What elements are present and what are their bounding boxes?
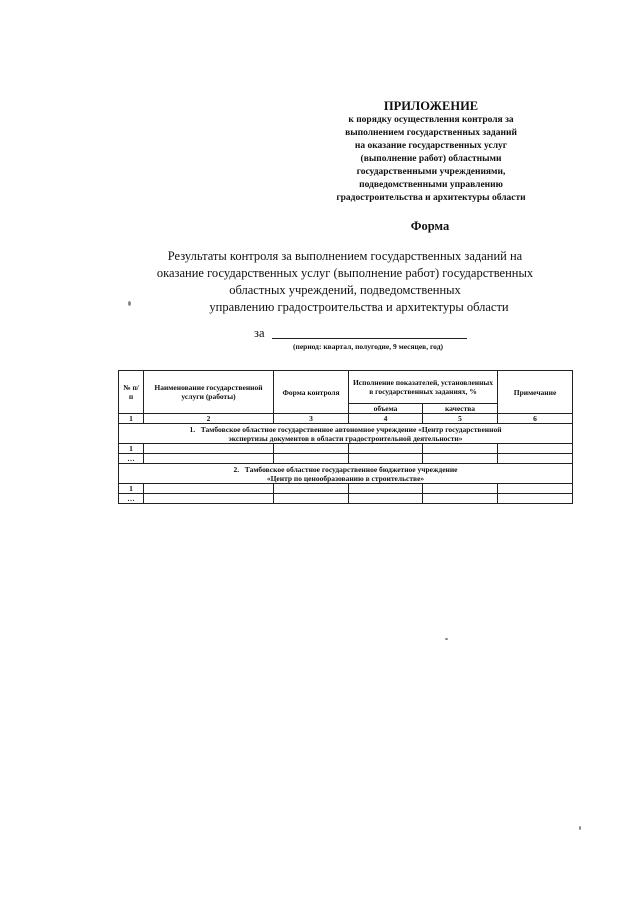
appendix-line: государственными учреждениями, [356, 167, 506, 177]
table-cell [349, 494, 423, 504]
appendix-line: (выполнение работ) областными [360, 154, 502, 164]
appendix-line: подведомственными управлению [359, 180, 503, 190]
period-field [250, 326, 470, 342]
results-table [118, 370, 573, 504]
section-number: 1. [189, 424, 196, 434]
section-org-line: Тамбовское областное государственное автономное учреждение «Центр государственной [200, 424, 502, 434]
table-cell [423, 444, 498, 454]
table-cell [349, 444, 423, 454]
column-number: 2 [144, 414, 274, 424]
scan-speck [128, 301, 131, 306]
document-title [130, 248, 560, 316]
table-cell [498, 494, 573, 504]
header-quality: качества [423, 404, 498, 414]
column-number: 4 [349, 414, 423, 424]
period-underline [272, 338, 467, 339]
appendix-line: градостроительства и архитектуры области [336, 193, 526, 203]
scan-speck [579, 826, 581, 830]
section-org-line: экспертизы документов в области градостроительной деятельности» [228, 433, 463, 443]
table-cell [498, 454, 573, 464]
table-cell [144, 484, 274, 494]
table-cell [144, 494, 274, 504]
table-cell [349, 484, 423, 494]
row-number: … [119, 454, 144, 464]
section-org-line: Тамбовское областное государственное бюджетное учреждение [244, 464, 458, 474]
header-note: Примечание [498, 371, 573, 414]
period-hint: (период: квартал, полугодие, 9 месяцев, год) [293, 342, 443, 351]
table-row [119, 444, 573, 454]
table-cell [274, 484, 349, 494]
table-cell [349, 454, 423, 464]
period-prefix: за [254, 326, 265, 340]
scan-speck [445, 638, 448, 640]
header-control: Форма контроля [274, 371, 349, 414]
appendix-line: выполнением государственных заданий [345, 128, 517, 138]
title-line: Результаты контроля за выполнением государственных заданий на [167, 249, 523, 263]
section-heading [119, 424, 573, 444]
section-heading [119, 464, 573, 484]
table-row [119, 454, 573, 464]
table-cell [274, 444, 349, 454]
appendix-title: ПРИЛОЖЕНИЕ [383, 99, 479, 113]
header-execution: Исполнение показателей, установленных в государственных заданиях, % [349, 371, 498, 404]
section-number: 2. [233, 464, 240, 474]
table-cell [144, 454, 274, 464]
row-number: 1 [119, 484, 144, 494]
table-row [119, 494, 573, 504]
title-line: оказание государственных услуг (выполнение работ) государственных [156, 266, 534, 280]
title-line: управлению градостроительства и архитектуры области [209, 300, 509, 314]
header-volume: объема [349, 404, 423, 414]
table-row [119, 484, 573, 494]
table-cell [144, 444, 274, 454]
header-service: Наименование государственной услуги (работы) [144, 371, 274, 414]
column-number: 3 [274, 414, 349, 424]
table-cell [423, 484, 498, 494]
row-number: … [119, 494, 144, 504]
column-number: 1 [119, 414, 144, 424]
column-number: 5 [423, 414, 498, 424]
column-number: 6 [498, 414, 573, 424]
appendix-line: к порядку осуществления контроля за [348, 115, 514, 125]
row-number: 1 [119, 444, 144, 454]
appendix-line: на оказание государственных услуг [354, 141, 508, 151]
appendix-block [318, 98, 544, 205]
title-line: областных учреждений, подведомственных [229, 283, 461, 297]
table-cell [423, 454, 498, 464]
header-num: № п/п [119, 371, 144, 414]
table-cell [498, 484, 573, 494]
form-label: Форма [410, 219, 450, 233]
table-cell [274, 454, 349, 464]
table-cell [498, 444, 573, 454]
table-cell [423, 494, 498, 504]
section-org-line: «Центр по ценообразованию в строительстве» [266, 473, 425, 483]
table-cell [274, 494, 349, 504]
